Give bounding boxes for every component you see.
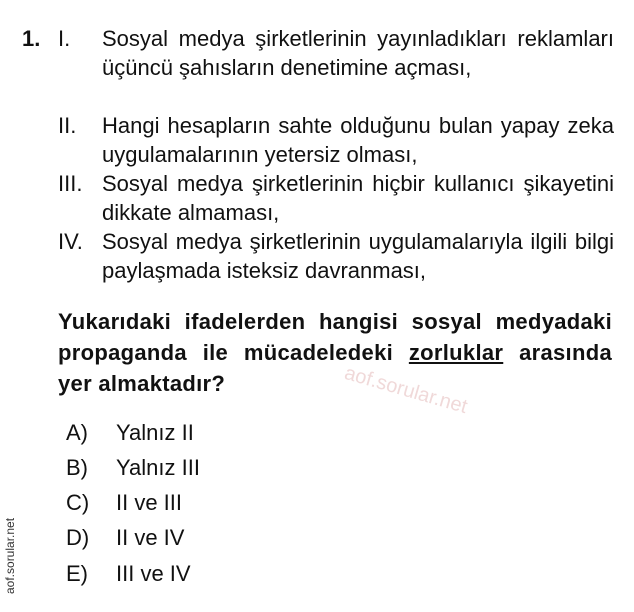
option-d[interactable] <box>66 523 184 553</box>
statement-4 <box>58 227 614 285</box>
statement-numeral: III. <box>58 171 83 196</box>
option-text: Yalnız III <box>116 455 200 480</box>
option-b[interactable] <box>66 453 200 483</box>
statement-numeral: II. <box>58 113 77 138</box>
statement-text: Hangi hesapların sahte olduğunu bulan yapay zeka uygulamalarının yetersiz olması, <box>102 113 614 167</box>
option-text: Yalnız II <box>116 420 194 445</box>
option-letter: C) <box>66 490 90 515</box>
side-watermark-text: aof.sorular.net <box>3 517 17 594</box>
option-letter: D) <box>66 525 90 550</box>
statement-text: Sosyal medya şirketlerinin hiçbir kullanıcı şikayetini dikkate almaması, <box>102 171 614 225</box>
statement-numeral: I. <box>58 26 71 51</box>
option-e[interactable] <box>66 559 191 589</box>
question-number: 1. <box>22 26 41 51</box>
question-stem <box>58 306 612 399</box>
watermark-text: aof.sorular.net <box>341 362 470 419</box>
option-letter: A) <box>66 420 88 445</box>
statement-2 <box>58 111 614 169</box>
statement-numeral: IV. <box>58 229 83 254</box>
option-text: III ve IV <box>116 561 191 586</box>
option-letter: B) <box>66 455 88 480</box>
option-letter: E) <box>66 561 88 586</box>
stem-text: Yukarıdaki ifadelerden hangisi sosyal medyadaki propaganda ile mücadeledeki <box>58 309 612 365</box>
statement-1 <box>58 24 614 82</box>
stem-text-end: arasında yer almaktadır? <box>58 340 612 396</box>
option-text: II ve IV <box>116 525 185 550</box>
option-text: II ve III <box>116 490 183 515</box>
option-a[interactable] <box>66 418 194 448</box>
statement-3 <box>58 169 614 227</box>
statement-text: Sosyal medya şirketlerinin uygulamalarıyla ilgili bilgi paylaşmada isteksiz davranması, <box>102 229 614 283</box>
statement-text: Sosyal medya şirketlerinin yayınladıkları reklamları üçüncü şahısların denetimine açması, <box>102 26 614 80</box>
stem-underlined-word: zorluklar <box>408 340 504 365</box>
option-c[interactable] <box>66 488 182 518</box>
